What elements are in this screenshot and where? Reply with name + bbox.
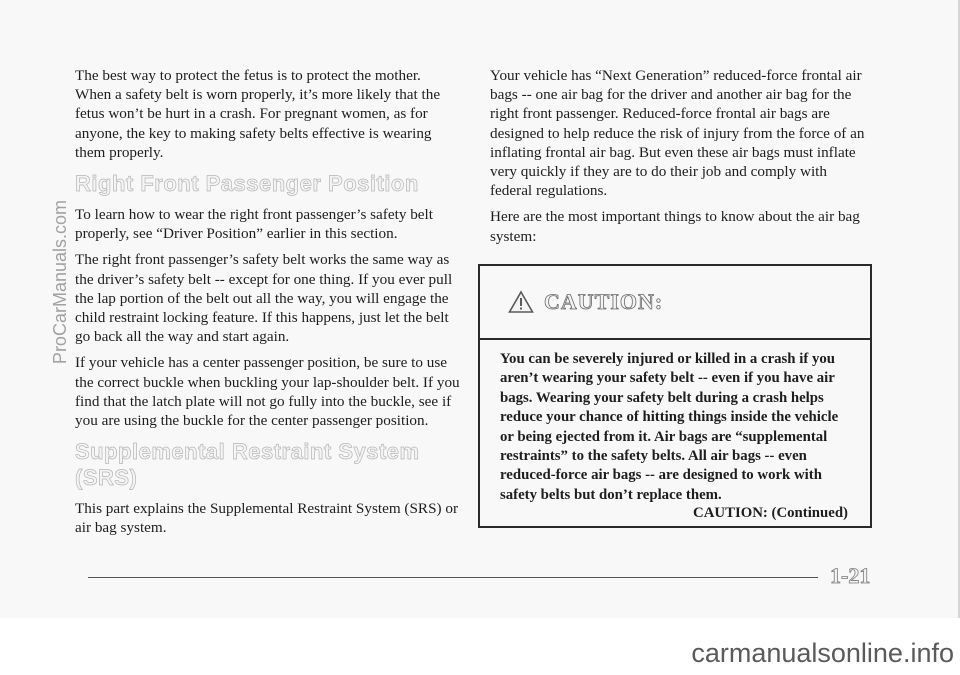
air-bag-paragraph: Your vehicle has “Next Generation” reduced-force frontal air bags -- one air bag for the driver and another air bag for the right front passenger. Reduced-force frontal air bags are designed to help reduce the risk of injury from the force of an inflating frontal air bag. But even these air bags must inflate very quickly if they are to do their job and comply with federal regulations. bbox=[490, 67, 865, 200]
caution-box bbox=[478, 264, 872, 528]
caution-header bbox=[480, 266, 870, 340]
caution-title: CAUTION: bbox=[544, 289, 664, 314]
bottom-watermark: carmanualsonline.info bbox=[691, 638, 954, 668]
air-bag-list-intro: Here are the most important things to know about the air bag system: bbox=[490, 208, 860, 245]
intro-paragraph: The best way to protect the fetus is to protect the mother. When a safety belt is worn properly, it’s more likely that the fetus won’t be hurt in a crash. For pregnant women, as for anyone, the key to making safety belts effective is wearing them properly. bbox=[75, 67, 441, 161]
page-number: 1-21 bbox=[830, 563, 871, 588]
center-buckle-paragraph: If your vehicle has a center passenger position, be sure to use the correct buckle when buckling your lap-shoulder belt. If you find that the latch plate will not go fully into the buckle, see if you are using the buckle for the center passenger position. bbox=[75, 354, 460, 430]
right-column bbox=[490, 66, 870, 253]
passenger-belt-paragraph: To learn how to wear the right front passenger’s safety belt properly, see “Driver Position” earlier in this section. bbox=[75, 206, 433, 243]
warning-triangle-icon bbox=[508, 290, 534, 314]
srs-intro-paragraph: This part explains the Supplemental Restraint System (SRS) or air bag system. bbox=[75, 500, 459, 537]
side-watermark: ProCarManuals.com bbox=[50, 200, 70, 365]
belt-locking-paragraph: The right front passenger’s safety belt works the same way as the driver’s safety belt -- except for one thing. If you ever pull the lap portion of the belt out all the way, you will engage the child restraint locking feature. If this happens, just let the belt go back all the way and start again. bbox=[75, 251, 453, 346]
caution-continued: CAUTION: (Continued) bbox=[693, 505, 848, 522]
section-heading-srs: Supplemental Restraint System (SRS) bbox=[75, 439, 420, 491]
section-heading-right-front-passenger: Right Front Passenger Position bbox=[75, 171, 419, 197]
left-column bbox=[75, 66, 460, 545]
footer-rule bbox=[88, 577, 818, 578]
caution-body: You can be severely injured or killed in a crash if you aren’t wearing your safety belt -- even if you have air bags. Wearing your safety belt during a crash helps reduce your chance of hitting things inside the vehicle or being ejected from it. Air bags are “supplemental restraints” to the safety belts. All air bags -- even reduced-force air bags -- are designed to work with safety belts but don’t replace them. bbox=[500, 351, 839, 503]
